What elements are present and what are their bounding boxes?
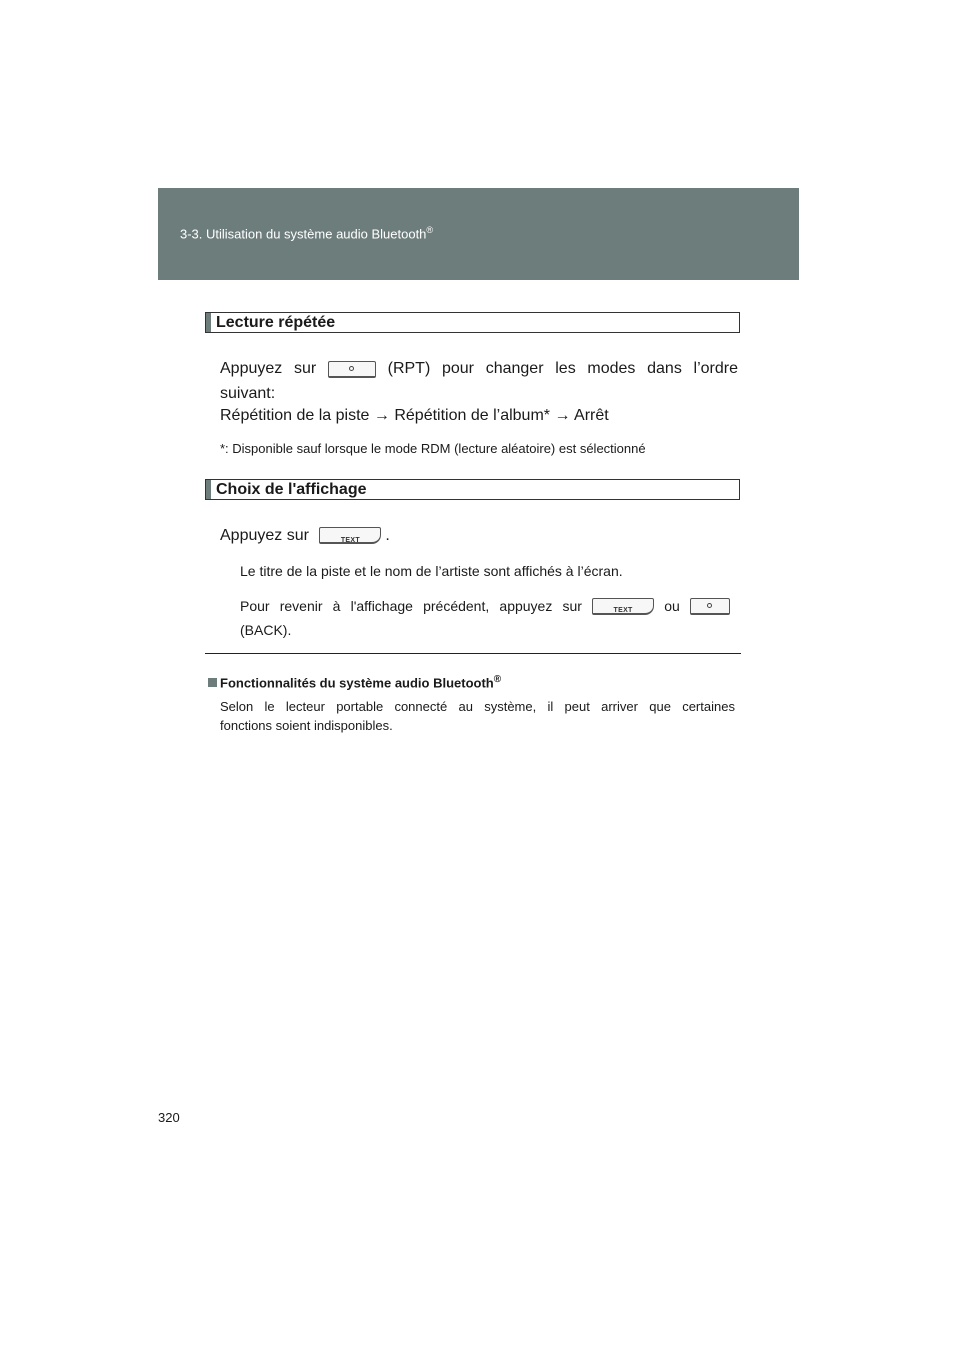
note-body-line-2: fonctions soient indisponibles. — [220, 718, 393, 733]
page-number: 320 — [158, 1110, 180, 1125]
text-button-icon: TEXT — [319, 527, 381, 544]
back-button-icon — [690, 598, 730, 615]
section-heading-lecture — [205, 312, 740, 333]
note-body-line-1: Selon le lecteur portable connecté au système, il peut arriver que certaines — [220, 699, 735, 714]
button-dot-icon — [349, 366, 354, 371]
back-instruction-line: Pour revenir à l'affichage précédent, appuyez sur TEXT ou — [240, 595, 730, 617]
footnote-rdm: *: Disponible sauf lorsque le mode RDM (lecture aléatoire) est sélectionné — [220, 441, 646, 456]
section-heading-choix — [205, 479, 740, 500]
section-heading-marker — [206, 313, 211, 332]
text-info-line: Le titre de la piste et le nom de l’artiste sont affichés à l’écran. — [240, 563, 623, 579]
section-heading-title: Choix de l'affichage — [216, 481, 367, 498]
button-dot-icon — [707, 603, 712, 608]
rpt-button-icon — [328, 361, 376, 378]
section-divider — [205, 653, 741, 654]
text-instruction-line: Appuyez sur TEXT . — [220, 527, 390, 545]
rpt-instruction-line: Appuyez sur (RPT) pour changer les modes dans l’ordre — [220, 360, 738, 377]
section-heading-marker — [206, 480, 211, 499]
chapter-header-title: 3-3. Utilisation du système audio Bluetooth® — [180, 225, 434, 242]
note-heading: Fonctionnalités du système audio Bluetooth® — [208, 670, 501, 693]
back-label: (BACK). — [240, 622, 292, 638]
section-heading-title: Lecture répétée — [216, 314, 336, 331]
rpt-instruction-suivant: suivant: — [220, 385, 276, 402]
square-bullet-icon — [208, 678, 217, 687]
text-button-icon: TEXT — [592, 598, 654, 615]
chapter-header-band — [158, 188, 799, 280]
repeat-mode-sequence: Répétition de la piste → Répétition de l’album* → Arrêt — [220, 407, 609, 424]
